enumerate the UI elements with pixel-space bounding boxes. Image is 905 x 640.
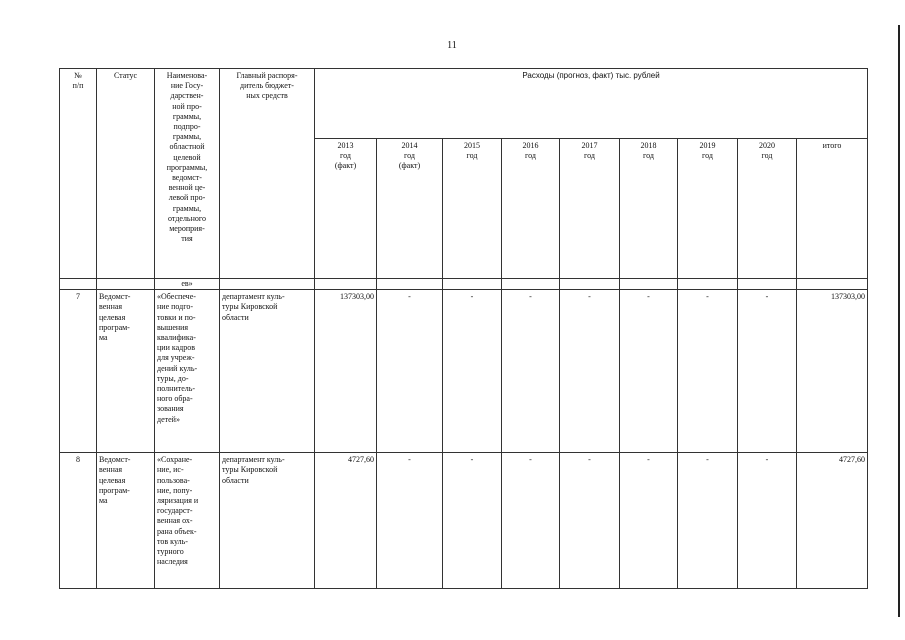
tail-cell [560, 279, 620, 290]
tail-cell [620, 279, 678, 290]
value-2017: - [560, 290, 620, 453]
row-distributor: департамент куль- туры Кировской области [220, 453, 315, 589]
value-2019: - [678, 453, 738, 589]
row-num: 7 [60, 290, 97, 453]
table-row [60, 290, 868, 453]
value-2014: - [377, 290, 443, 453]
header-year-2017: 2017 год [560, 139, 620, 279]
tail-cell [97, 279, 155, 290]
value-2019: - [678, 290, 738, 453]
value-2016: - [502, 290, 560, 453]
row-name: «Сохране- ние, ис- пользова- ние, попу- ляризация и государст- венная ох- рана объек- тов куль- турного наследия [155, 453, 220, 589]
tail-cell [678, 279, 738, 290]
value-2013: 4727,60 [315, 453, 377, 589]
header-status: Статус [97, 69, 155, 279]
row-status: Ведомст- венная целевая програм- ма [97, 453, 155, 589]
header-year-2014: 2014 год (факт) [377, 139, 443, 279]
page-number: 11 [447, 40, 457, 51]
budget-table [59, 68, 868, 589]
header-year-2015: 2015 год [443, 139, 502, 279]
header-name-tail: ев» [155, 279, 220, 290]
header-total: итого [797, 139, 868, 279]
row-num: 8 [60, 453, 97, 589]
header-year-2016: 2016 год [502, 139, 560, 279]
header-year-2020: 2020 год [738, 139, 797, 279]
value-2014: - [377, 453, 443, 589]
value-2020: - [738, 290, 797, 453]
value-2018: - [620, 290, 678, 453]
tail-cell [797, 279, 868, 290]
header-num: № п/п [60, 69, 97, 279]
header-name: Наименова- ние Госу- дарствен- ной про- граммы, подпро- граммы, областной целевой программы, ведомст- венной це- левой про- граммы, отдельного мероприя- тия [155, 69, 220, 279]
header-tail-row [60, 279, 868, 290]
value-2015: - [443, 453, 502, 589]
header-row-1 [60, 69, 868, 139]
header-year-2018: 2018 год [620, 139, 678, 279]
tail-cell [315, 279, 377, 290]
page-edge-line [898, 25, 900, 617]
row-name: «Обеспече- ние подго- товки и по- вышения квалифика- ции кадров для учреж- дений куль- туры, до- полнитель- ного обра- зования детей» [155, 290, 220, 453]
row-distributor: департамент куль- туры Кировской области [220, 290, 315, 453]
value-2015: - [443, 290, 502, 453]
value-total: 4727,60 [797, 453, 868, 589]
header-distributor: Главный распоря- дитель бюджет- ных средств [220, 69, 315, 279]
value-2020: - [738, 453, 797, 589]
tail-cell [377, 279, 443, 290]
value-total: 137303,00 [797, 290, 868, 453]
value-2018: - [620, 453, 678, 589]
tail-cell [502, 279, 560, 290]
value-2017: - [560, 453, 620, 589]
table-row [60, 453, 868, 589]
header-year-2019: 2019 год [678, 139, 738, 279]
tail-cell [220, 279, 315, 290]
tail-cell [738, 279, 797, 290]
value-2016: - [502, 453, 560, 589]
tail-cell [443, 279, 502, 290]
header-year-2013: 2013 год (факт) [315, 139, 377, 279]
row-status: Ведомст- венная целевая програм- ма [97, 290, 155, 453]
header-expenses: Расходы (прогноз, факт) тыс. рублей [315, 69, 868, 139]
tail-cell [60, 279, 97, 290]
value-2013: 137303,00 [315, 290, 377, 453]
